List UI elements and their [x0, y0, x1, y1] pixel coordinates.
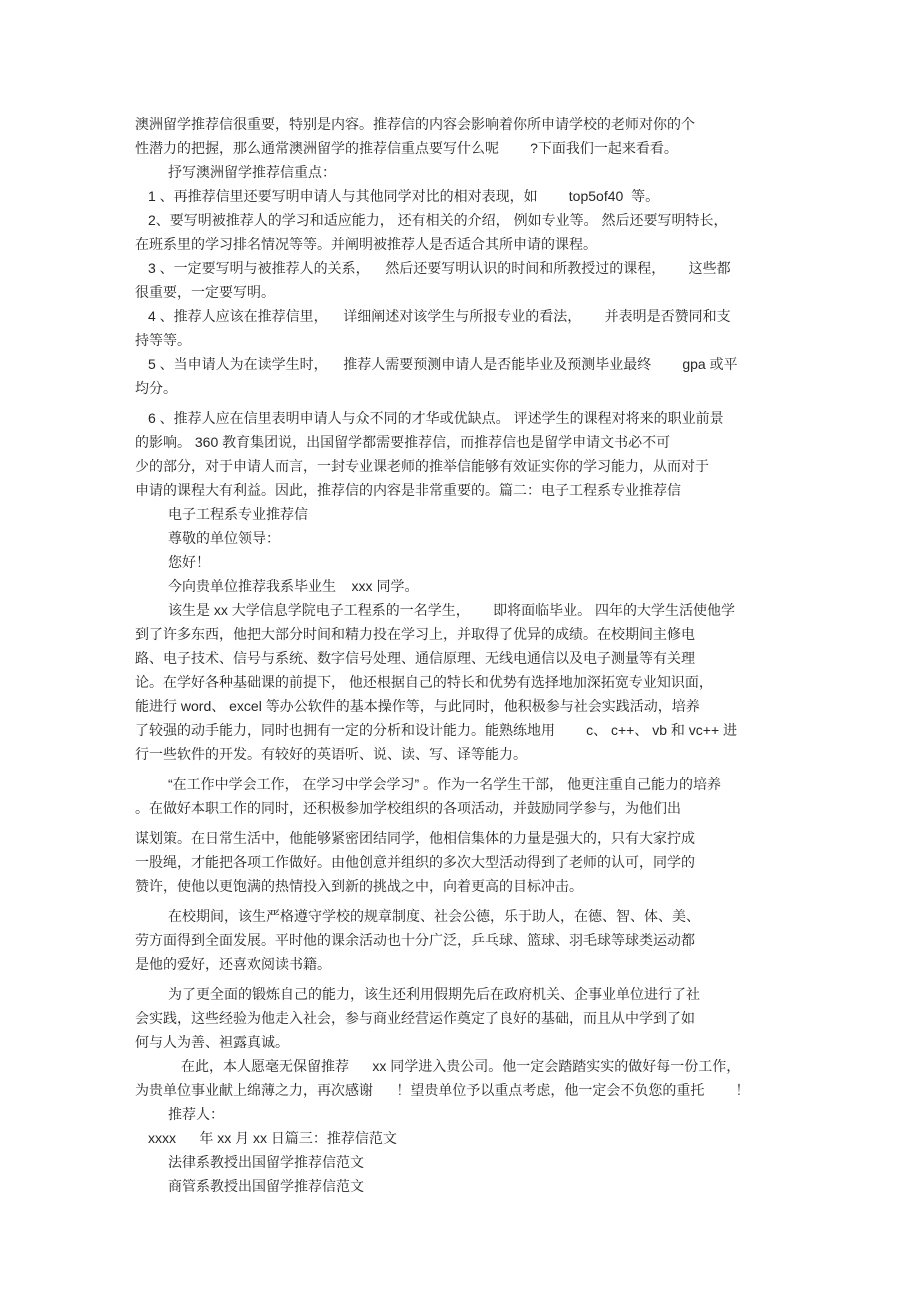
- doc-line: 抒写澳洲留学推荐信重点：: [168, 164, 336, 180]
- doc-line: 一股绳，才能把各项工作做好。由他创意并组织的多次大型活动得到了老师的认可，同学的: [135, 854, 695, 870]
- doc-line: 到了许多东西，他把大部分时间和精力投在学习上，并取得了优异的成绩。在校期间主修电: [135, 626, 695, 642]
- doc-line: 澳洲留学推荐信很重要，特别是内容。推荐信的内容会影响着你所申请学校的老师对你的个: [135, 116, 695, 132]
- doc-line: 今向贵单位推荐我系毕业生 xxx 同学。: [168, 578, 419, 594]
- doc-line: 性潜力的把握，那么通常澳洲留学的推荐信重点要写什么呢 ?下面我们一起来看看。: [135, 140, 678, 156]
- doc-line: 您好！: [168, 554, 210, 570]
- doc-line: 商管系教授出国留学推荐信范文: [168, 1178, 364, 1194]
- doc-line: 电子工程系专业推荐信: [168, 506, 308, 522]
- doc-line: 2、要写明被推荐人的学习和适应能力， 还有相关的介绍， 例如专业等。 然后还要写明特长，: [148, 212, 728, 228]
- doc-line: 尊敬的单位领导：: [168, 530, 280, 546]
- doc-line: xxxx 年 xx 月 xx 日篇三：推荐信范文: [148, 1130, 397, 1146]
- doc-line: 在校期间，该生严格遵守学校的规章制度、社会公德，乐于助人，在德、智、体、美、: [168, 908, 700, 924]
- doc-line: 法律系教授出国留学推荐信范文: [168, 1154, 364, 1170]
- document-content: [135, 112, 795, 1198]
- doc-line: 3 、一定要写明与被推荐人的关系， 然后还要写明认识的时间和所教授过的课程， 这些都: [148, 260, 731, 276]
- doc-line: 劳方面得到全面发展。平时他的课余活动也十分广泛，乒乓球、篮球、羽毛球等球类运动都: [135, 932, 695, 948]
- doc-line: 会实践，这些经验为他走入社会，参与商业经营运作奠定了良好的基础，而且从中学到了如: [135, 1010, 695, 1026]
- doc-line: 4 、推荐人应该在推荐信里， 详细阐述对该学生与所报专业的看法， 并表明是否赞同和支: [148, 308, 731, 324]
- doc-line: 少的部分，对于申请人而言，一封专业课老师的推举信能够有效证实你的学习能力，从而对于: [135, 458, 709, 474]
- doc-line: 申请的课程大有利益。因此，推荐信的内容是非常重要的。篇二：电子工程系专业推荐信: [135, 482, 681, 498]
- doc-line: 5 、当申请人为在读学生时， 推荐人需要预测申请人是否能毕业及预测毕业最终 gpa 或平: [148, 356, 738, 372]
- doc-line: 在此，本人愿毫无保留推荐 xx 同学进入贵公司。他一定会踏踏实实的做好每一份工作，: [181, 1058, 741, 1074]
- doc-line: 为了更全面的锻炼自己的能力，该生还利用假期先后在政府机关、企事业单位进行了社: [168, 986, 700, 1002]
- doc-line: 行一些软件的开发。有较好的英语听、说、读、写、译等能力。: [135, 746, 527, 762]
- doc-line: 论。在学好各种基础课的前提下， 他还根据自己的特长和优势有选择地加深拓宽专业知识面，: [135, 674, 713, 690]
- doc-line: 该生是 xx 大学信息学院电子工程系的一名学生， 即将面临毕业。 四年的大学生活使他学: [168, 602, 736, 618]
- doc-line: 能进行 word、 excel 等办公软件的基本操作等，与此同时，他积极参与社会实践活动，培养: [135, 698, 700, 714]
- doc-line: 很重要，一定要写明。: [135, 284, 275, 300]
- doc-line: 推荐人：: [168, 1106, 224, 1122]
- doc-line: 1 、再推荐信里还要写明申请人与其他同学对比的相对表现，如 top5of40 等。: [148, 188, 660, 204]
- doc-line: 路、电子技术、信号与系统、数字信号处理、通信原理、无线电通信以及电子测量等有关理: [135, 650, 695, 666]
- doc-line: 赞许，使他以更饱满的热情投入到新的挑战之中，向着更高的目标冲击。: [135, 878, 583, 894]
- doc-line: 在班系里的学习排名情况等等。并阐明被推荐人是否适合其所申请的课程。: [135, 236, 597, 252]
- doc-line: 了较强的动手能力，同时也拥有一定的分析和设计能力。能熟练地用 c、 c++、 vb 和 vc++ 进: [135, 722, 738, 738]
- doc-line: 均分。: [135, 380, 177, 396]
- doc-line: 持等等。: [135, 332, 191, 348]
- doc-line: 是他的爱好，还喜欢阅读书籍。: [135, 956, 331, 972]
- doc-line: 为贵单位事业献上绵薄之力，再次感谢 ！望贵单位予以重点考虑，他一定会不负您的重托 ！: [135, 1082, 750, 1098]
- doc-line: “在工作中学会工作， 在学习中学会学习” 。作为一名学生干部， 他更注重自己能力的培养: [168, 776, 721, 792]
- doc-line: 6 、推荐人应在信里表明申请人与众不同的才华或优缺点。 评述学生的课程对将来的职业前景: [148, 410, 724, 426]
- doc-line: 。在做好本职工作的同时，还积极参加学校组织的各项活动，并鼓励同学参与，为他们出: [135, 800, 681, 816]
- doc-line: 的影响。 360 教育集团说，出国留学都需要推荐信，而推荐信也是留学申请文书必不可: [135, 434, 671, 450]
- doc-line: 何与人为善、袒露真诚。: [135, 1034, 289, 1050]
- doc-line: 谋划策。在日常生活中，他能够紧密团结同学，他相信集体的力量是强大的，只有大家拧成: [135, 830, 695, 846]
